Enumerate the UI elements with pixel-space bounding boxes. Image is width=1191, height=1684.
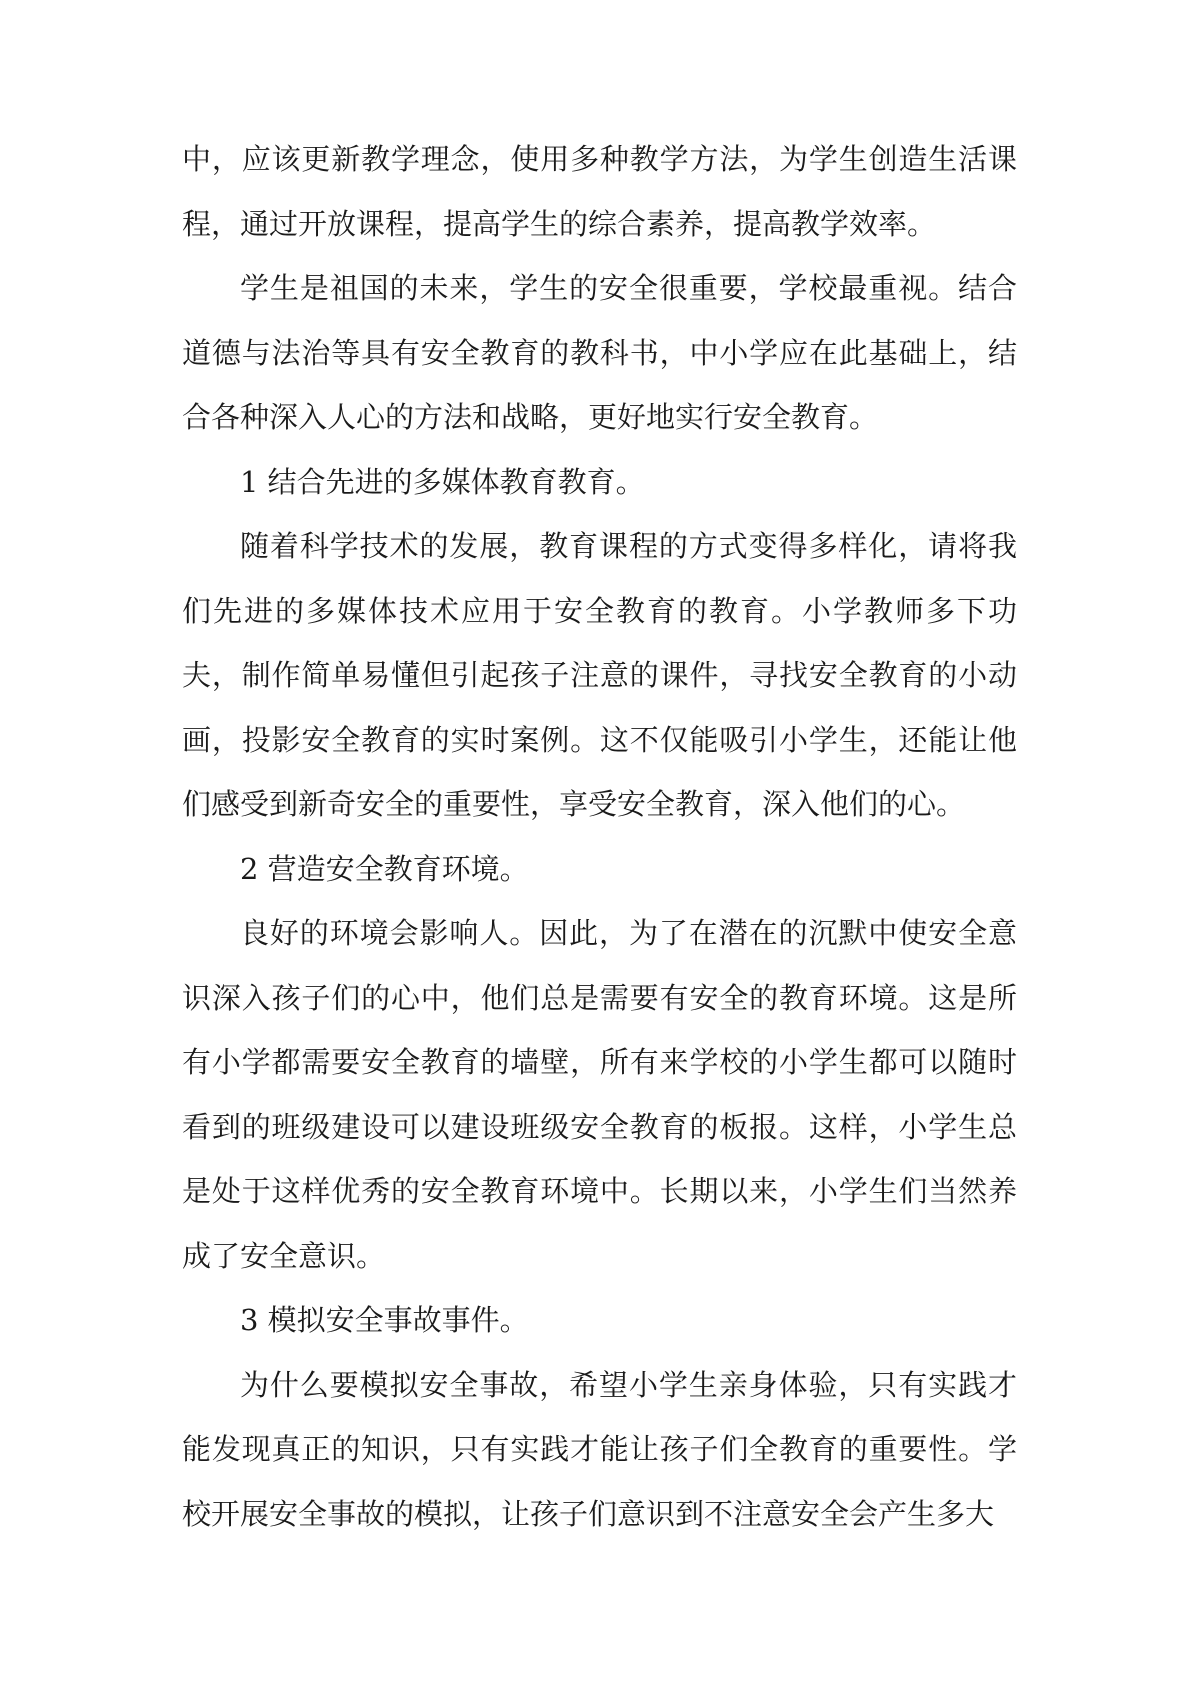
document-body <box>182 127 1017 1546</box>
paragraph-simulation: 为什么要模拟安全事故，希望小学生亲身体验，只有实践才能发现真正的知识，只有实践才能让孩子们全教育的重要性。学校开展安全事故的模拟，让孩子们意识到不注意安全会产生多大 <box>182 1367 1017 1531</box>
section-heading-environment: 2 营造安全教育环境。 <box>240 851 529 886</box>
section-heading-simulation: 3 模拟安全事故事件。 <box>240 1303 529 1337</box>
section-heading-multimedia: 1 结合先进的多媒体教育教育。 <box>240 464 645 499</box>
paragraph-multimedia: 随着科学技术的发展，教育课程的方式变得多样化，请将我们先进的多媒体技术应用于安全教育的教育。小学教师多下功夫，制作简单易懂但引起孩子注意的课件，寻找安全教育的小动画，投影安全教育的实时案例。这不仅能吸引小学生，还能让他们感受到新奇安全的重要性，享受安全教育，深入他们的心。 <box>182 529 1017 821</box>
paragraph-environment: 良好的环境会影响人。因此，为了在潜在的沉默中使安全意识深入孩子们的心中，他们总是需要有安全的教育环境。这是所有小学都需要安全教育的墙壁，所有来学校的小学生都可以随时看到的班级建设可以建设班级安全教育的板报。这样，小学生总是处于这样优秀的安全教育环境中。长期以来，小学生们当然养成了安全意识。 <box>182 916 1017 1273</box>
paragraph-continuation: 中，应该更新教学理念，使用多种教学方法，为学生创造生活课程，通过开放课程，提高学生的综合素养，提高教学效率。 <box>182 142 1017 241</box>
paragraph-student-safety: 学生是祖国的未来，学生的安全很重要，学校最重视。结合道德与法治等具有安全教育的教科书，中小学应在此基础上，结合各种深入人心的方法和战略，更好地实行安全教育。 <box>182 271 1017 434</box>
